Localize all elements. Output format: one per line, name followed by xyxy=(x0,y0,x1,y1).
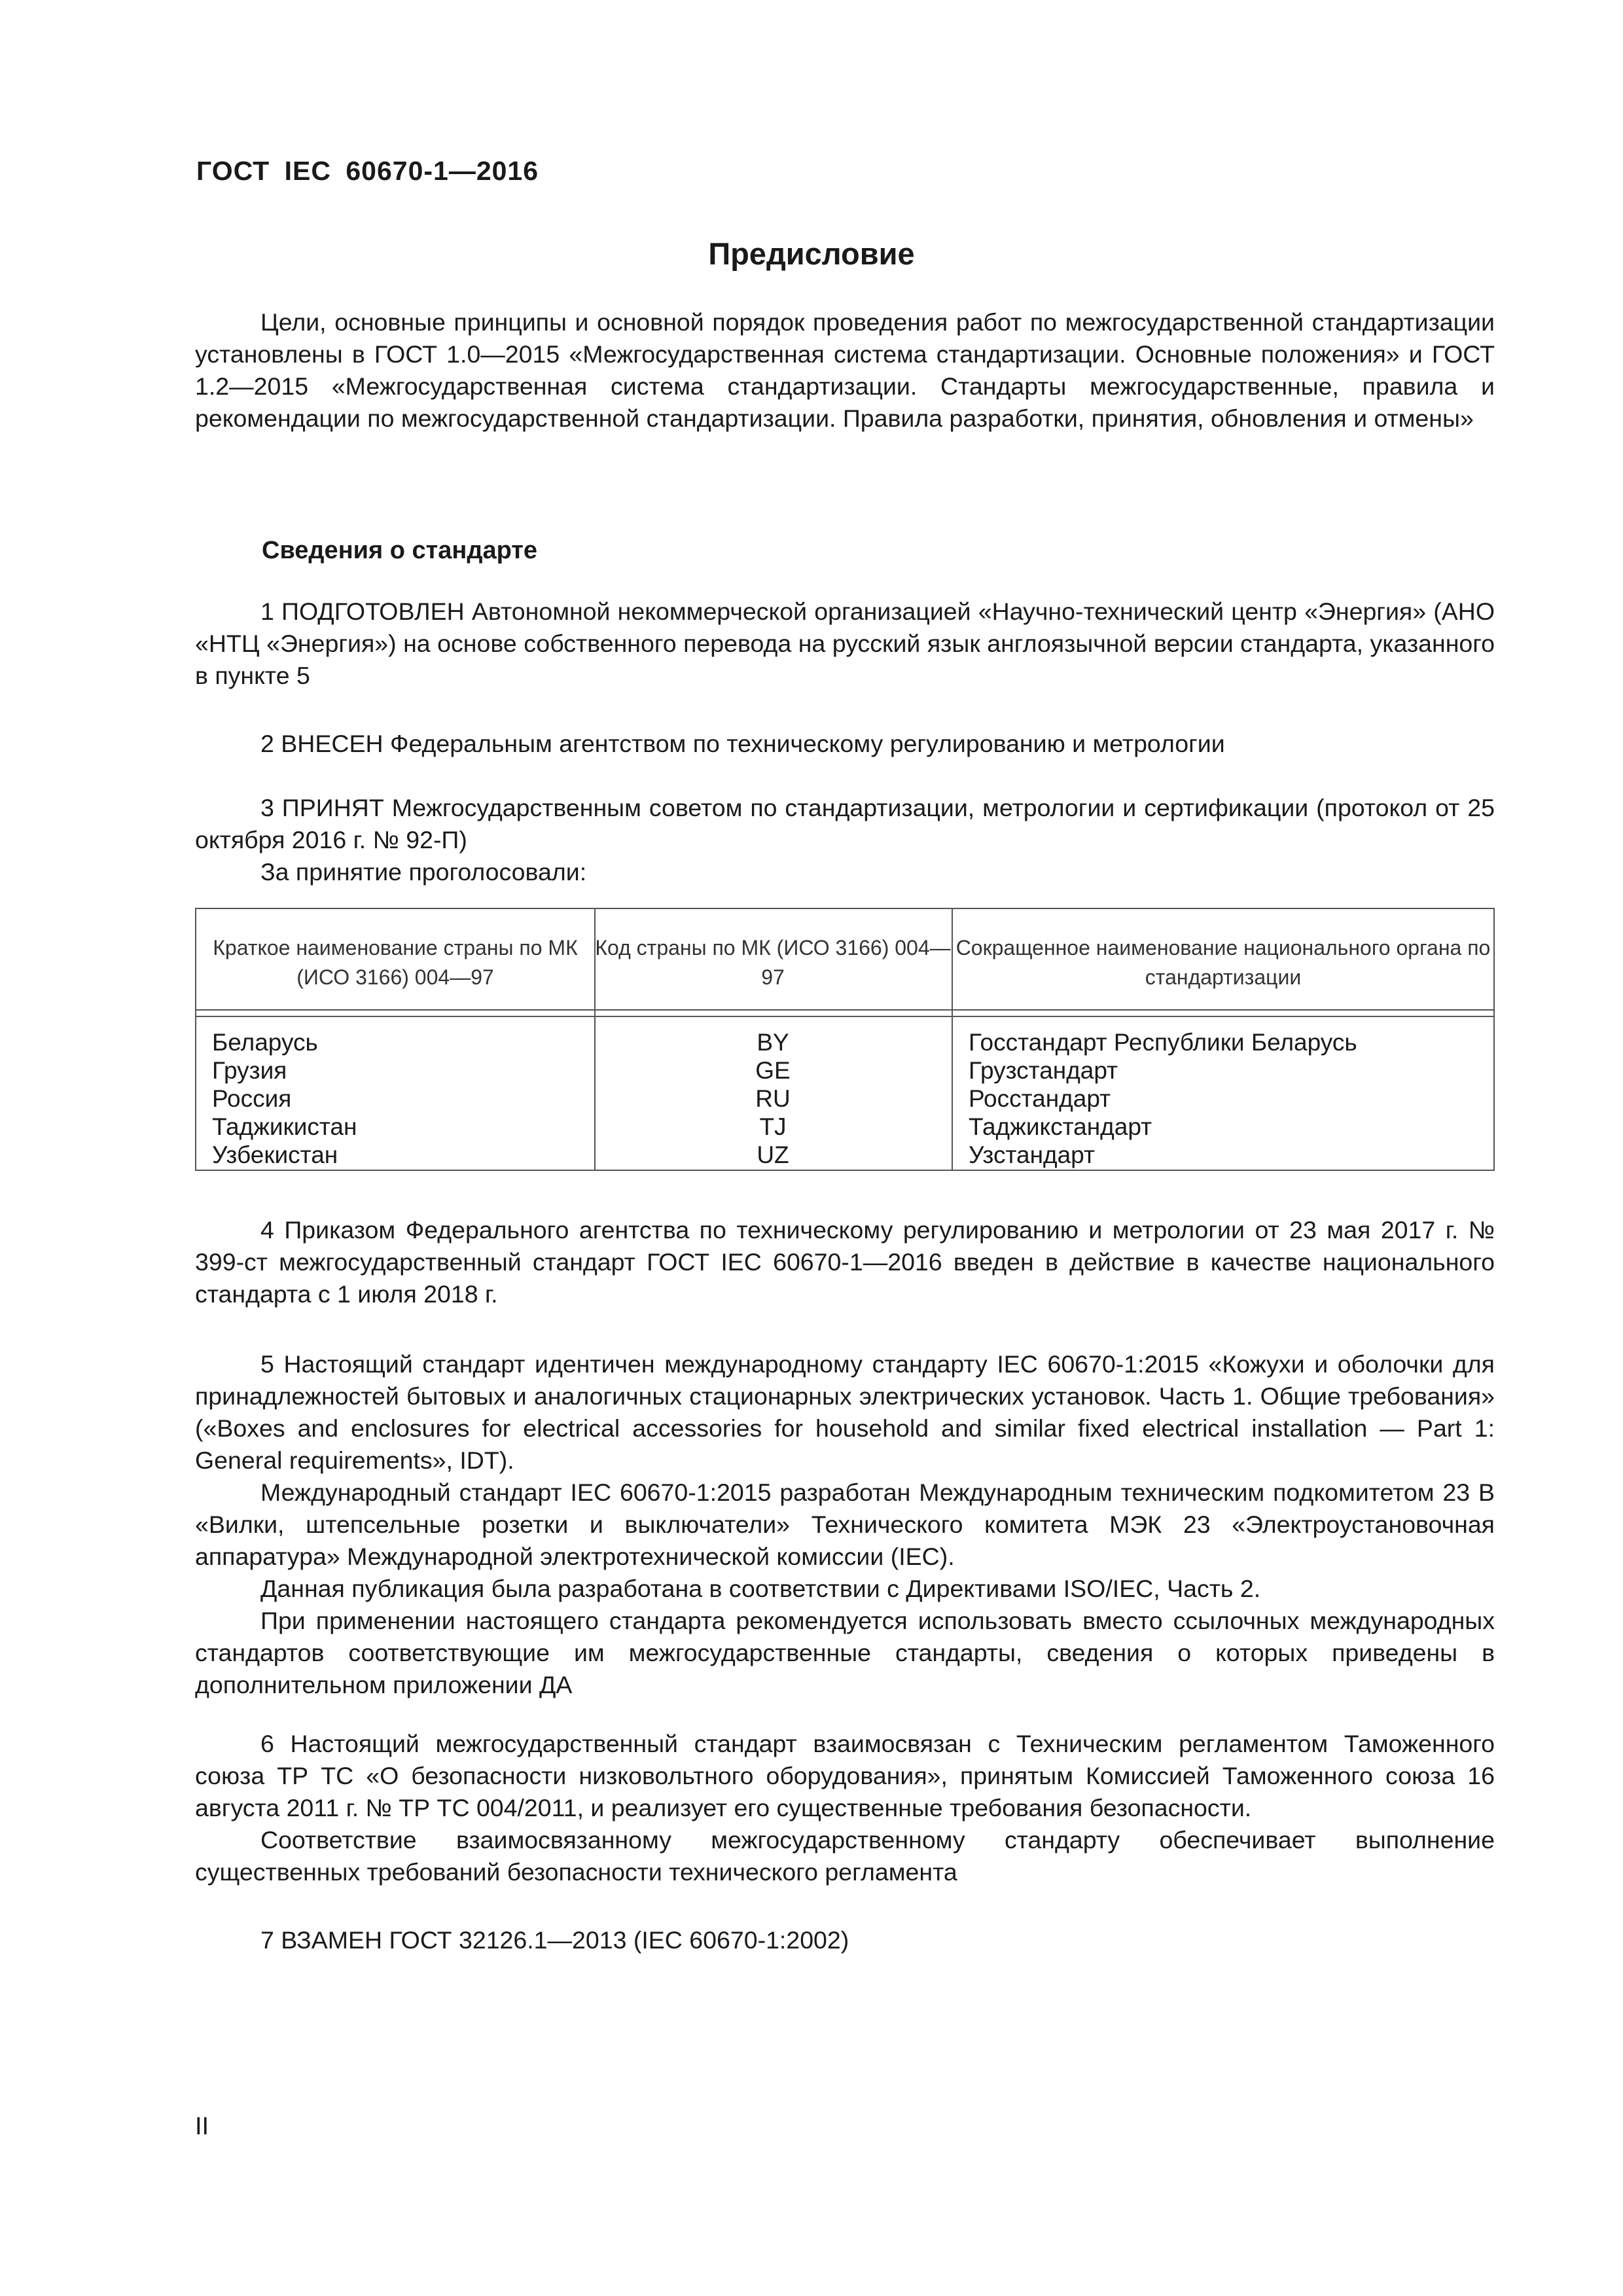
document-code: ГОСТ IEC 60670-1—2016 xyxy=(196,156,539,186)
item-5-references: При применении настоящего стандарта рекомендуется использовать вместо ссылочных международных стандартов соответствующие им межгосударственные стандарты, сведения о которых приведены в дополнительном приложении ДА xyxy=(195,1607,1495,1698)
item-7-text: 7 ВЗАМЕН ГОСТ 32126.1—2013 (IEC 60670-1:2002) xyxy=(260,1926,849,1954)
item-6 xyxy=(195,1728,1495,1888)
table-cell-body: Таджикстандарт xyxy=(969,1113,1152,1140)
table-cell-body: Грузстандарт xyxy=(969,1057,1118,1084)
item-7 xyxy=(195,1924,1495,1956)
item-5-directives: Данная публикация была разработана в соответствии с Директивами ISO/IEC, Часть 2. xyxy=(260,1575,1261,1602)
item-3-text: 3 ПРИНЯТ Межгосударственным советом по стандартизации, метрологии и сертификации (протокол от 25 октября 2016 г. № 92-П) xyxy=(195,794,1495,853)
table-header-divider xyxy=(196,1009,1493,1011)
table-cell-code: BY xyxy=(757,1029,789,1056)
table-cell-body: Госстандарт Республики Беларусь xyxy=(969,1029,1357,1056)
voting-table xyxy=(195,908,1495,1171)
item-1 xyxy=(195,596,1495,692)
item-3 xyxy=(195,792,1495,888)
table-row xyxy=(196,1028,1493,1056)
table-cell-country: Таджикистан xyxy=(212,1113,357,1140)
table-row xyxy=(196,1113,1493,1141)
table-row xyxy=(196,1056,1493,1085)
item-1-text: 1 ПОДГОТОВЛЕН Автономной некоммерческой организацией «Научно-технический центр «Энергия» (АНО «НТЦ «Энергия») на основе собственного перевода на русский язык англоязычной версии стандарта, указанного в пункте 5 xyxy=(195,598,1495,689)
item-2 xyxy=(195,728,1495,760)
table-cell-body: Росстандарт xyxy=(969,1085,1111,1112)
info-heading: Сведения о стандарте xyxy=(262,537,538,564)
item-5-text: 5 Настоящий стандарт идентичен международному стандарту IEC 60670-1:2015 «Кожухи и оболочки для принадлежностей бытовых и аналогичных стационарных электрических установок. Часть 1. Общие требования» («Boxes and enclosures for electrical accessories for household and similar fixed electrical installation — Part 1: General requirements», IDT). xyxy=(195,1350,1495,1474)
table-body xyxy=(196,1028,1493,1169)
table-cell-code: RU xyxy=(755,1085,791,1112)
item-2-text: 2 ВНЕСЕН Федеральным агентством по техническому регулированию и метрологии xyxy=(260,730,1225,757)
table-cell-country: Беларусь xyxy=(212,1029,318,1056)
item-6-text: 6 Настоящий межгосударственный стандарт взаимосвязан с Техническим регламентом Таможенного союза ТР ТС «О безопасности низковольтного оборудования», принятым Комиссией Таможенного союза 16 августа 2011 г. № ТР ТС 004/2011, и реализует его существенные требования безопасности. xyxy=(195,1730,1495,1821)
table-cell-country: Узбекистан xyxy=(212,1141,338,1168)
table-header-row xyxy=(196,909,1493,1017)
item-5-origin: Международный стандарт IEC 60670-1:2015 разработан Международным техническим подкомитетом 23 B «Вилки, штепсельные розетки и выключатели» Технического комитета МЭК 23 «Электроустановочная аппаратура» Международной электротехнической комиссии (IEC). xyxy=(195,1479,1495,1570)
table-header-body: Сокращенное наименование национального органа по стандартизации xyxy=(955,935,1491,989)
item-5 xyxy=(195,1348,1495,1701)
table-row xyxy=(196,1141,1493,1169)
section-title: Предисловие xyxy=(708,236,915,271)
table-header-code: Код страны по МК (ИСО 3166) 004—97 xyxy=(595,935,951,989)
item-6-compliance: Соответствие взаимосвязанному межгосударственному стандарту обеспечивает выполнение существенных требований безопасности технического регламента xyxy=(195,1826,1495,1886)
table-cell-country: Грузия xyxy=(212,1057,287,1084)
intro-paragraph xyxy=(195,306,1495,435)
table-header-country: Краткое наименование страны по МК (ИСО 3166) 004—97 xyxy=(213,935,578,989)
table-cell-body: Узстандарт xyxy=(969,1141,1095,1168)
table-row xyxy=(196,1085,1493,1113)
item-3-votes: За принятие проголосовали: xyxy=(260,858,587,886)
intro-text: Цели, основные принципы и основной порядок проведения работ по межгосударственной стандартизации установлены в ГОСТ 1.0—2015 «Межгосударственная система стандартизации. Основные положения» и ГОСТ 1.2—2015 «Межгосударственная система стандартизации. Стандарты межгосударственные, правила и рекомендации по межгосударственной стандартизации. Правила разработки, принятия, обновления и отмены» xyxy=(195,308,1495,432)
page-number: II xyxy=(195,2113,209,2140)
table-cell-code: UZ xyxy=(757,1141,789,1168)
item-4 xyxy=(195,1214,1495,1310)
table-cell-code: TJ xyxy=(759,1113,787,1140)
table-cell-country: Россия xyxy=(212,1085,292,1112)
table-cell-code: GE xyxy=(755,1057,791,1084)
item-4-text: 4 Приказом Федерального агентства по техническому регулированию и метрологии от 23 мая 2017 г. № 399-ст межгосударственный стандарт ГОСТ IEC 60670-1—2016 введен в действие в качестве национального стандарта с 1 июля 2018 г. xyxy=(195,1216,1495,1308)
